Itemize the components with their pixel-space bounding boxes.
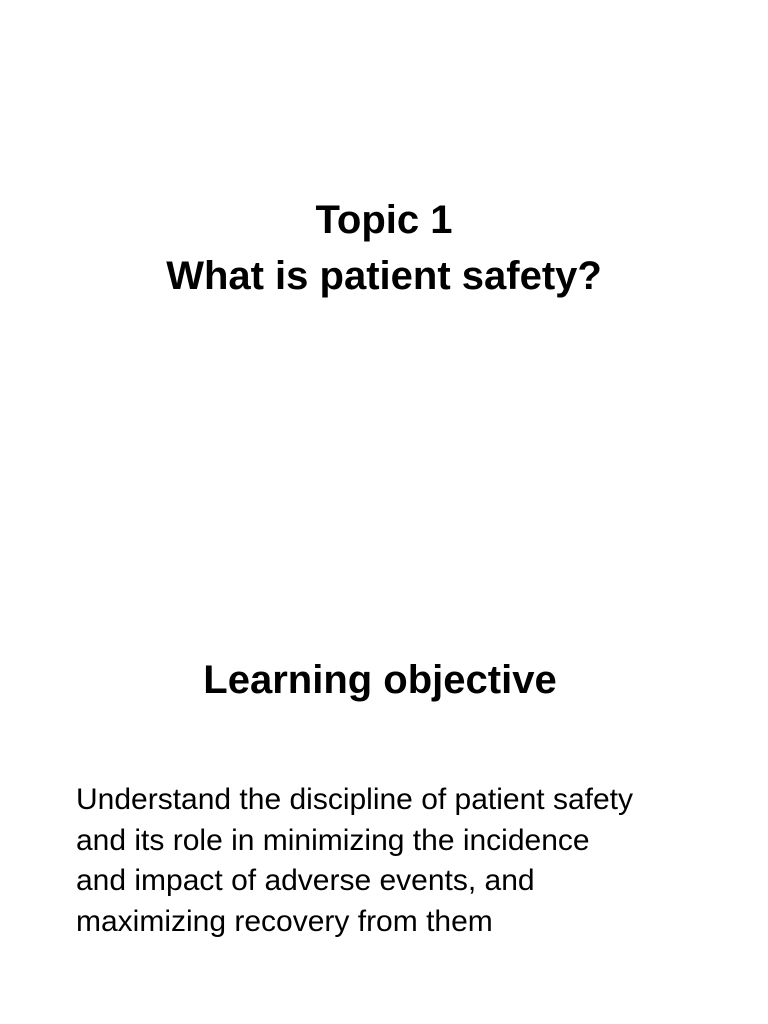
body-line: Understand the discipline of patient safety [76, 783, 634, 816]
body-line: and impact of adverse events, and [76, 864, 535, 897]
body-line: maximizing recovery from them [76, 904, 493, 938]
learning-objective-heading: Learning objective [203, 658, 557, 702]
topic-title: What is patient safety? [166, 254, 602, 298]
page-title [0, 192, 768, 304]
body-line: and its role in minimizing the incidence [76, 823, 590, 857]
topic-number: Topic 1 [315, 198, 453, 242]
learning-objective-text [76, 780, 736, 942]
